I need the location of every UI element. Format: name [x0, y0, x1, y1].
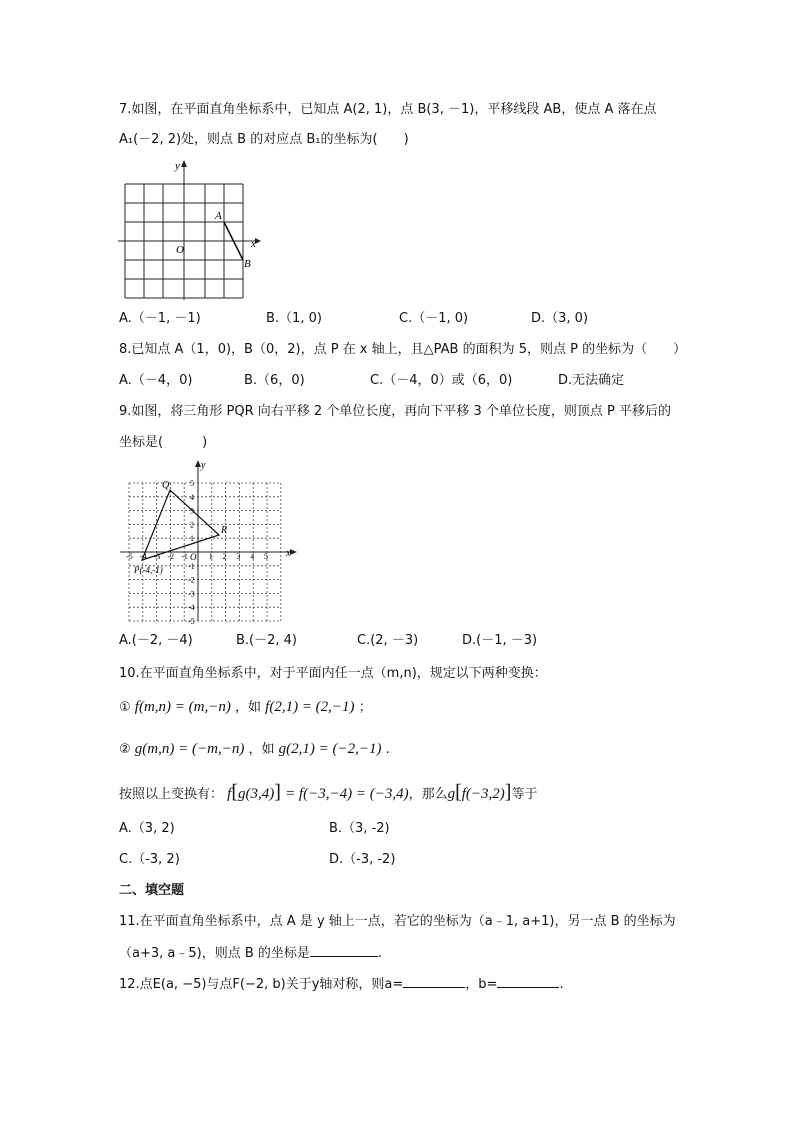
q10-rule2-example: g(2,1) = (−2,−1)	[278, 741, 382, 757]
q10-rule1	[119, 698, 372, 717]
q10-intro: 按照以上变换有：	[119, 787, 224, 802]
q9-xtick-label: -5	[126, 552, 133, 561]
q10-rule2	[119, 740, 390, 759]
q10-ask-bracket-right: ]	[504, 781, 512, 803]
q9-ytick-label: -4	[188, 603, 195, 613]
q9-xtick-label: -3	[153, 552, 161, 561]
q10-ask-end: 等于	[511, 787, 538, 802]
q9-label-x: x	[286, 548, 291, 559]
q10-option-b[interactable]: B.（3, -2)	[329, 821, 390, 836]
q9-xtick-label: 5	[264, 552, 268, 561]
q9-label-q: Q	[162, 480, 170, 491]
q10-rule1-num: ①	[119, 700, 131, 715]
q9-ytick-label: -3	[188, 589, 195, 599]
q9-option-d[interactable]: D.(－1, －3)	[462, 633, 538, 648]
section-heading-fill-in: 二、填空题	[119, 883, 185, 898]
q11-line1: 11.在平面直角坐标系中，点 A 是 y 轴上一点，若它的坐标为（a﹣1, a+1)，另一点 B 的坐标为	[119, 914, 676, 929]
q12-blank-b[interactable]	[497, 975, 559, 988]
q10-bracket-left: [	[231, 781, 238, 803]
q10-example-inner: g(3,4)	[238, 786, 275, 802]
q10-ask-bracket-left: [	[455, 781, 462, 803]
q12-blank-a[interactable]	[403, 975, 465, 988]
q7-label-x: x	[251, 238, 256, 250]
q9-label-y: y	[201, 460, 206, 471]
q10-example-f: f	[227, 786, 232, 802]
q7-y-arrow	[181, 160, 187, 167]
q8-line1: 8.已知点 A（1，0)，B（0，2)，点 P 在 x 轴上，且△PAB 的面积为 5，则点 P 的坐标为（ ）	[119, 342, 687, 357]
q7-label-y: y	[175, 160, 180, 172]
q10-then: ，那么	[408, 787, 448, 802]
q7-line1: 7.如图，在平面直角坐标系中，已知点 A(2, 1)，点 B(3, －1)，平移线段 AB，使点 A 落在点	[119, 102, 657, 117]
q8-option-d[interactable]: D.无法确定	[558, 373, 625, 388]
q10-option-d[interactable]: D.（-3, -2)	[329, 852, 396, 867]
q7-label-o: O	[176, 244, 184, 256]
q8-option-a[interactable]: A.（－4，0)	[119, 373, 193, 388]
q9-ytick-label: 5	[190, 479, 194, 488]
q10-bracket-right: ]	[274, 781, 281, 803]
q9-ytick-label: 2	[190, 520, 194, 530]
q8-option-b[interactable]: B.（6，0)	[244, 373, 305, 388]
q9-line2: 坐标是( )	[119, 435, 208, 450]
q10-rule1-formula: f(m,n) = (m,−n)	[134, 699, 231, 715]
q9-triangle-pqr	[139, 490, 219, 561]
q10-line1: 10.在平面直角坐标系中，对于平面内任一点（m,n)，规定以下两种变换：	[119, 666, 547, 681]
q9-xtick-label: 2	[222, 552, 227, 561]
q10-ask-inner: f(−3,2)	[461, 786, 505, 802]
q7-label-a: A	[215, 210, 222, 222]
q9-ytick-label: 4	[190, 492, 194, 502]
q10-option-c[interactable]: C.（-3, 2)	[119, 852, 180, 867]
q9-label-p: P(-4,-1)	[134, 565, 163, 575]
q7-option-d[interactable]: D.（3, 0)	[531, 311, 589, 326]
q7-option-a[interactable]: A.（－1, －1)	[119, 311, 201, 326]
q9-grid-figure	[118, 457, 298, 625]
q10-rule2-sep: ，如	[248, 742, 275, 757]
q10-rule1-example: f(2,1) = (2,−1)	[265, 699, 355, 715]
q7-line2: A₁(－2, 2)处，则点 B 的对应点 B₁的坐标为( )	[119, 132, 409, 147]
q9-option-b[interactable]: B.(－2, 4)	[236, 633, 298, 648]
q10-option-a[interactable]: A.（3, 2)	[119, 821, 175, 836]
q12-line	[119, 975, 564, 994]
q9-ytick-label: -1	[188, 561, 195, 571]
q9-ytick-label: 1	[190, 534, 194, 544]
q7-grid-figure	[118, 157, 268, 302]
q10-rule2-num: ②	[119, 742, 131, 757]
q12-text2: ，b=	[465, 977, 498, 992]
q10-rule2-end: .	[385, 742, 390, 757]
q12-text1: 12.点E(a, −5)与点F(−2, b)关于y轴对称，则a=	[119, 977, 404, 992]
q10-example-line	[119, 780, 537, 807]
q9-label-o: O	[190, 552, 197, 562]
q9-xtick-label: 1	[208, 552, 213, 561]
q7-option-c[interactable]: C.（－1, 0)	[399, 311, 469, 326]
q9-line1: 9.如图，将三角形 PQR 向右平移 2 个单位长度，再向下平移 3 个单位长度，则顶点 P 平移后的	[119, 404, 671, 419]
q10-ask-g: g	[447, 786, 456, 802]
q12-end: .	[559, 977, 564, 992]
q9-option-a[interactable]: A.(－2, －4)	[119, 633, 193, 648]
q9-xtick-label: -1	[181, 552, 188, 561]
q9-xtick-label: -4	[139, 552, 147, 561]
q10-rule2-formula: g(m,n) = (−m,−n)	[134, 741, 245, 757]
q9-xtick-label: 4	[250, 552, 255, 561]
q11-end: .	[377, 946, 383, 961]
q9-ytick-label: -5	[188, 617, 195, 625]
q10-example-result: = f(−3,−4) = (−3,4)	[285, 786, 409, 802]
q11-answer-blank[interactable]	[310, 944, 378, 957]
q7-label-b: B	[244, 258, 251, 270]
q11-line2	[119, 944, 382, 963]
q8-option-c[interactable]: C.（－4，0）或（6，0)	[370, 373, 513, 388]
q9-xtick-label: -2	[167, 552, 175, 561]
q9-label-r: R	[221, 525, 228, 536]
q7-x-arrow	[255, 238, 261, 244]
q9-xtick-label: 3	[236, 552, 241, 561]
q9-ytick-label: 3	[190, 506, 194, 516]
q7-option-b[interactable]: B.（1, 0)	[266, 311, 322, 326]
q9-ytick-label: -2	[188, 575, 195, 585]
q9-option-c[interactable]: C.(2, －3)	[357, 633, 419, 648]
q10-rule1-sep: ，如	[235, 700, 262, 715]
q11-line2-text: （a+3, a﹣5)，则点 B 的坐标是	[119, 946, 310, 961]
q10-rule1-end: ；	[358, 700, 372, 715]
